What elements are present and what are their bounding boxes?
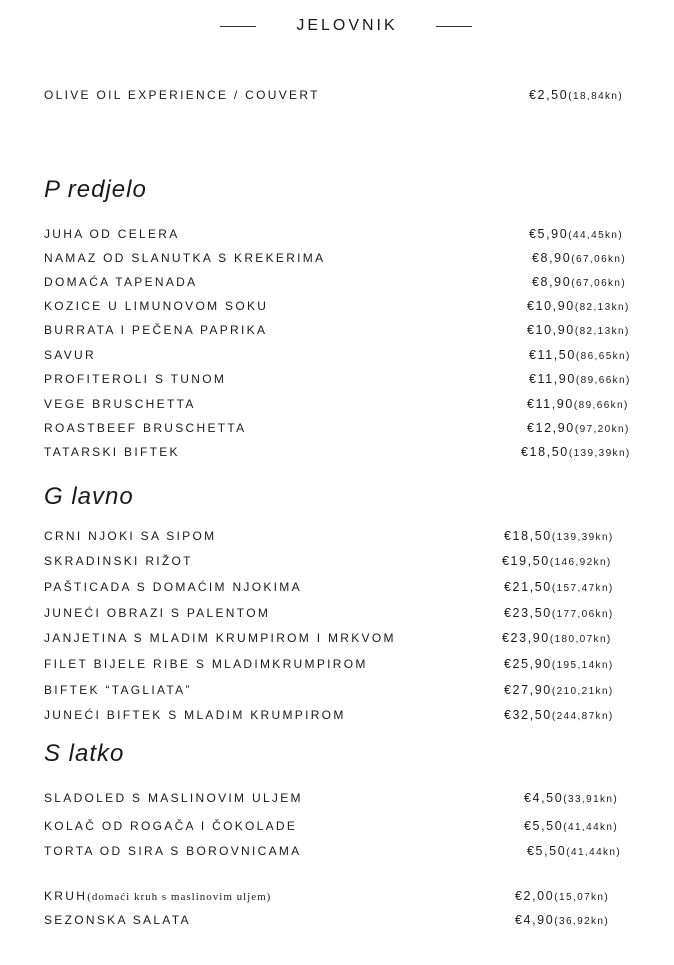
price-kn: (89,66kn) [575, 375, 631, 386]
menu-header [0, 16, 674, 38]
menu-title: JELOVNIK [296, 17, 398, 34]
item-price [504, 606, 614, 620]
item-name: SEZONSKA SALATA [44, 913, 191, 927]
price-kn: (67,06kn) [571, 254, 627, 265]
price-eur: €4,50 [524, 791, 564, 805]
menu-item [44, 606, 644, 622]
item-price [527, 323, 630, 337]
price-kn: (146,92kn) [549, 557, 612, 568]
price-eur: €25,90 [504, 657, 552, 671]
price-eur: €5,90 [529, 227, 569, 241]
price-eur: €2,50 [529, 88, 569, 102]
item-name: DOMAĆA TAPENADA [44, 275, 198, 289]
price-kn: (97,20kn) [574, 424, 630, 435]
item-price [504, 657, 614, 671]
item-name: SLADOLED S MASLINOVIM ULJEM [44, 791, 303, 805]
item-name: SKRADINSKI RIŽOT [44, 554, 193, 568]
menu-item [44, 348, 644, 364]
price-kn: (41,44kn) [566, 847, 622, 858]
menu-item [44, 791, 644, 807]
item-name: JUHA OD CELERA [44, 227, 180, 241]
price-kn: (177,06kn) [551, 609, 614, 620]
price-kn: (36,92kn) [554, 916, 610, 927]
item-price [532, 251, 626, 265]
menu-item [44, 275, 644, 291]
price-kn: (44,45kn) [568, 230, 624, 241]
couvert-row [44, 88, 644, 104]
section-heading-slatko: S latko [44, 740, 125, 767]
menu-item [44, 323, 644, 339]
menu-item [44, 397, 644, 413]
price-eur: €4,90 [515, 913, 555, 927]
menu-item [44, 683, 644, 699]
item-name: JUNEĆI OBRAZI S PALENTOM [44, 606, 271, 620]
item-price [504, 683, 614, 697]
item-name-main: KRUH [44, 889, 88, 903]
price-kn: (195,14kn) [551, 660, 614, 671]
item-name: JUNEĆI BIFTEK S MLADIM KRUMPIROM [44, 708, 346, 722]
section-heading-predjelo: P redjelo [44, 176, 147, 203]
menu-item [44, 844, 644, 860]
price-kn: (33,91kn) [563, 794, 619, 805]
item-price [527, 397, 629, 411]
item-name: PROFITEROLI S TUNOM [44, 372, 227, 386]
menu-item [44, 299, 644, 315]
menu-item [44, 889, 644, 905]
price-eur: €11,90 [527, 397, 574, 411]
item-price [527, 421, 630, 435]
item-price [524, 791, 618, 805]
item-price [502, 554, 612, 568]
price-kn: (139,39kn) [551, 532, 614, 543]
item-name: PAŠTICADA S DOMAĆIM NJOKIMA [44, 580, 302, 594]
item-name: CRNI NJOKI SA SIPOM [44, 529, 217, 543]
price-eur: €18,50 [504, 529, 552, 543]
price-eur: €11,50 [529, 348, 576, 362]
item-name [44, 889, 271, 903]
price-kn: (67,06kn) [571, 278, 627, 289]
item-name: NAMAZ OD SLANUTKA S KREKERIMA [44, 251, 326, 265]
price-eur: €27,90 [504, 683, 552, 697]
price-eur: €8,90 [532, 275, 572, 289]
menu-item [44, 445, 644, 461]
price-eur: €23,50 [504, 606, 552, 620]
item-name: SAVUR [44, 348, 96, 362]
menu-item [44, 913, 644, 929]
item-price [529, 88, 623, 102]
item-name: TATARSKI BIFTEK [44, 445, 180, 459]
price-eur: €21,50 [504, 580, 552, 594]
item-price [504, 529, 614, 543]
menu-item [44, 372, 644, 388]
menu-item [44, 631, 644, 647]
price-eur: €5,50 [527, 844, 567, 858]
menu-item [44, 251, 644, 267]
price-kn: (89,66kn) [573, 400, 629, 411]
section-heading-glavno: G lavno [44, 483, 134, 510]
item-price [532, 275, 626, 289]
item-note: (domaći kruh s maslinovim uljem) [87, 891, 272, 903]
menu-item [44, 227, 644, 243]
price-eur: €12,90 [527, 421, 575, 435]
price-eur: €19,50 [502, 554, 550, 568]
item-price [504, 580, 614, 594]
price-kn: (86,65kn) [575, 351, 631, 362]
price-kn: (244,87kn) [551, 711, 614, 722]
item-price [515, 889, 609, 903]
item-name: KOLAČ OD ROGAČA I ČOKOLADE [44, 819, 298, 833]
price-kn: (139,39kn) [568, 448, 631, 459]
price-kn: (82,13kn) [574, 302, 630, 313]
price-kn: (18,84kn) [568, 91, 624, 102]
item-price [527, 299, 630, 313]
item-name: TORTA OD SIRA S BOROVNICAMA [44, 844, 302, 858]
price-kn: (41,44kn) [563, 822, 619, 833]
item-name: FILET BIJELE RIBE S MLADIMKRUMPIROM [44, 657, 368, 671]
item-price [521, 445, 631, 459]
price-eur: €11,90 [529, 372, 576, 386]
title-rule-right [436, 26, 472, 27]
price-eur: €5,50 [524, 819, 564, 833]
item-price [502, 631, 612, 645]
menu-item [44, 421, 644, 437]
item-name: OLIVE OIL EXPERIENCE / COUVERT [44, 88, 320, 102]
item-name: JANJETINA S MLADIM KRUMPIROM I MRKVOM [44, 631, 396, 645]
menu-item [44, 580, 644, 596]
price-kn: (82,13kn) [574, 326, 630, 337]
item-price [504, 708, 614, 722]
item-price [529, 227, 623, 241]
item-name: ROASTBEEF BRUSCHETTA [44, 421, 247, 435]
menu-item [44, 529, 644, 545]
price-kn: (180,07kn) [549, 634, 612, 645]
menu-item [44, 819, 644, 835]
menu-item [44, 554, 644, 570]
price-kn: (210,21kn) [551, 686, 614, 697]
price-eur: €10,90 [527, 299, 575, 313]
item-price [515, 913, 609, 927]
item-price [529, 372, 631, 386]
item-name: VEGE BRUSCHETTA [44, 397, 196, 411]
price-eur: €32,50 [504, 708, 552, 722]
menu-item [44, 657, 644, 673]
price-eur: €18,50 [521, 445, 569, 459]
menu-item [44, 708, 644, 724]
price-kn: (157,47kn) [551, 583, 614, 594]
price-eur: €10,90 [527, 323, 575, 337]
item-price [527, 844, 621, 858]
item-name: BIFTEK “TAGLIATA” [44, 683, 192, 697]
item-name: KOZICE U LIMUNOVOM SOKU [44, 299, 269, 313]
price-eur: €8,90 [532, 251, 572, 265]
price-eur: €23,90 [502, 631, 550, 645]
item-price [524, 819, 618, 833]
price-kn: (15,07kn) [554, 892, 610, 903]
item-price [529, 348, 631, 362]
price-eur: €2,00 [515, 889, 555, 903]
item-name: BURRATA I PEČENA PAPRIKA [44, 323, 268, 337]
